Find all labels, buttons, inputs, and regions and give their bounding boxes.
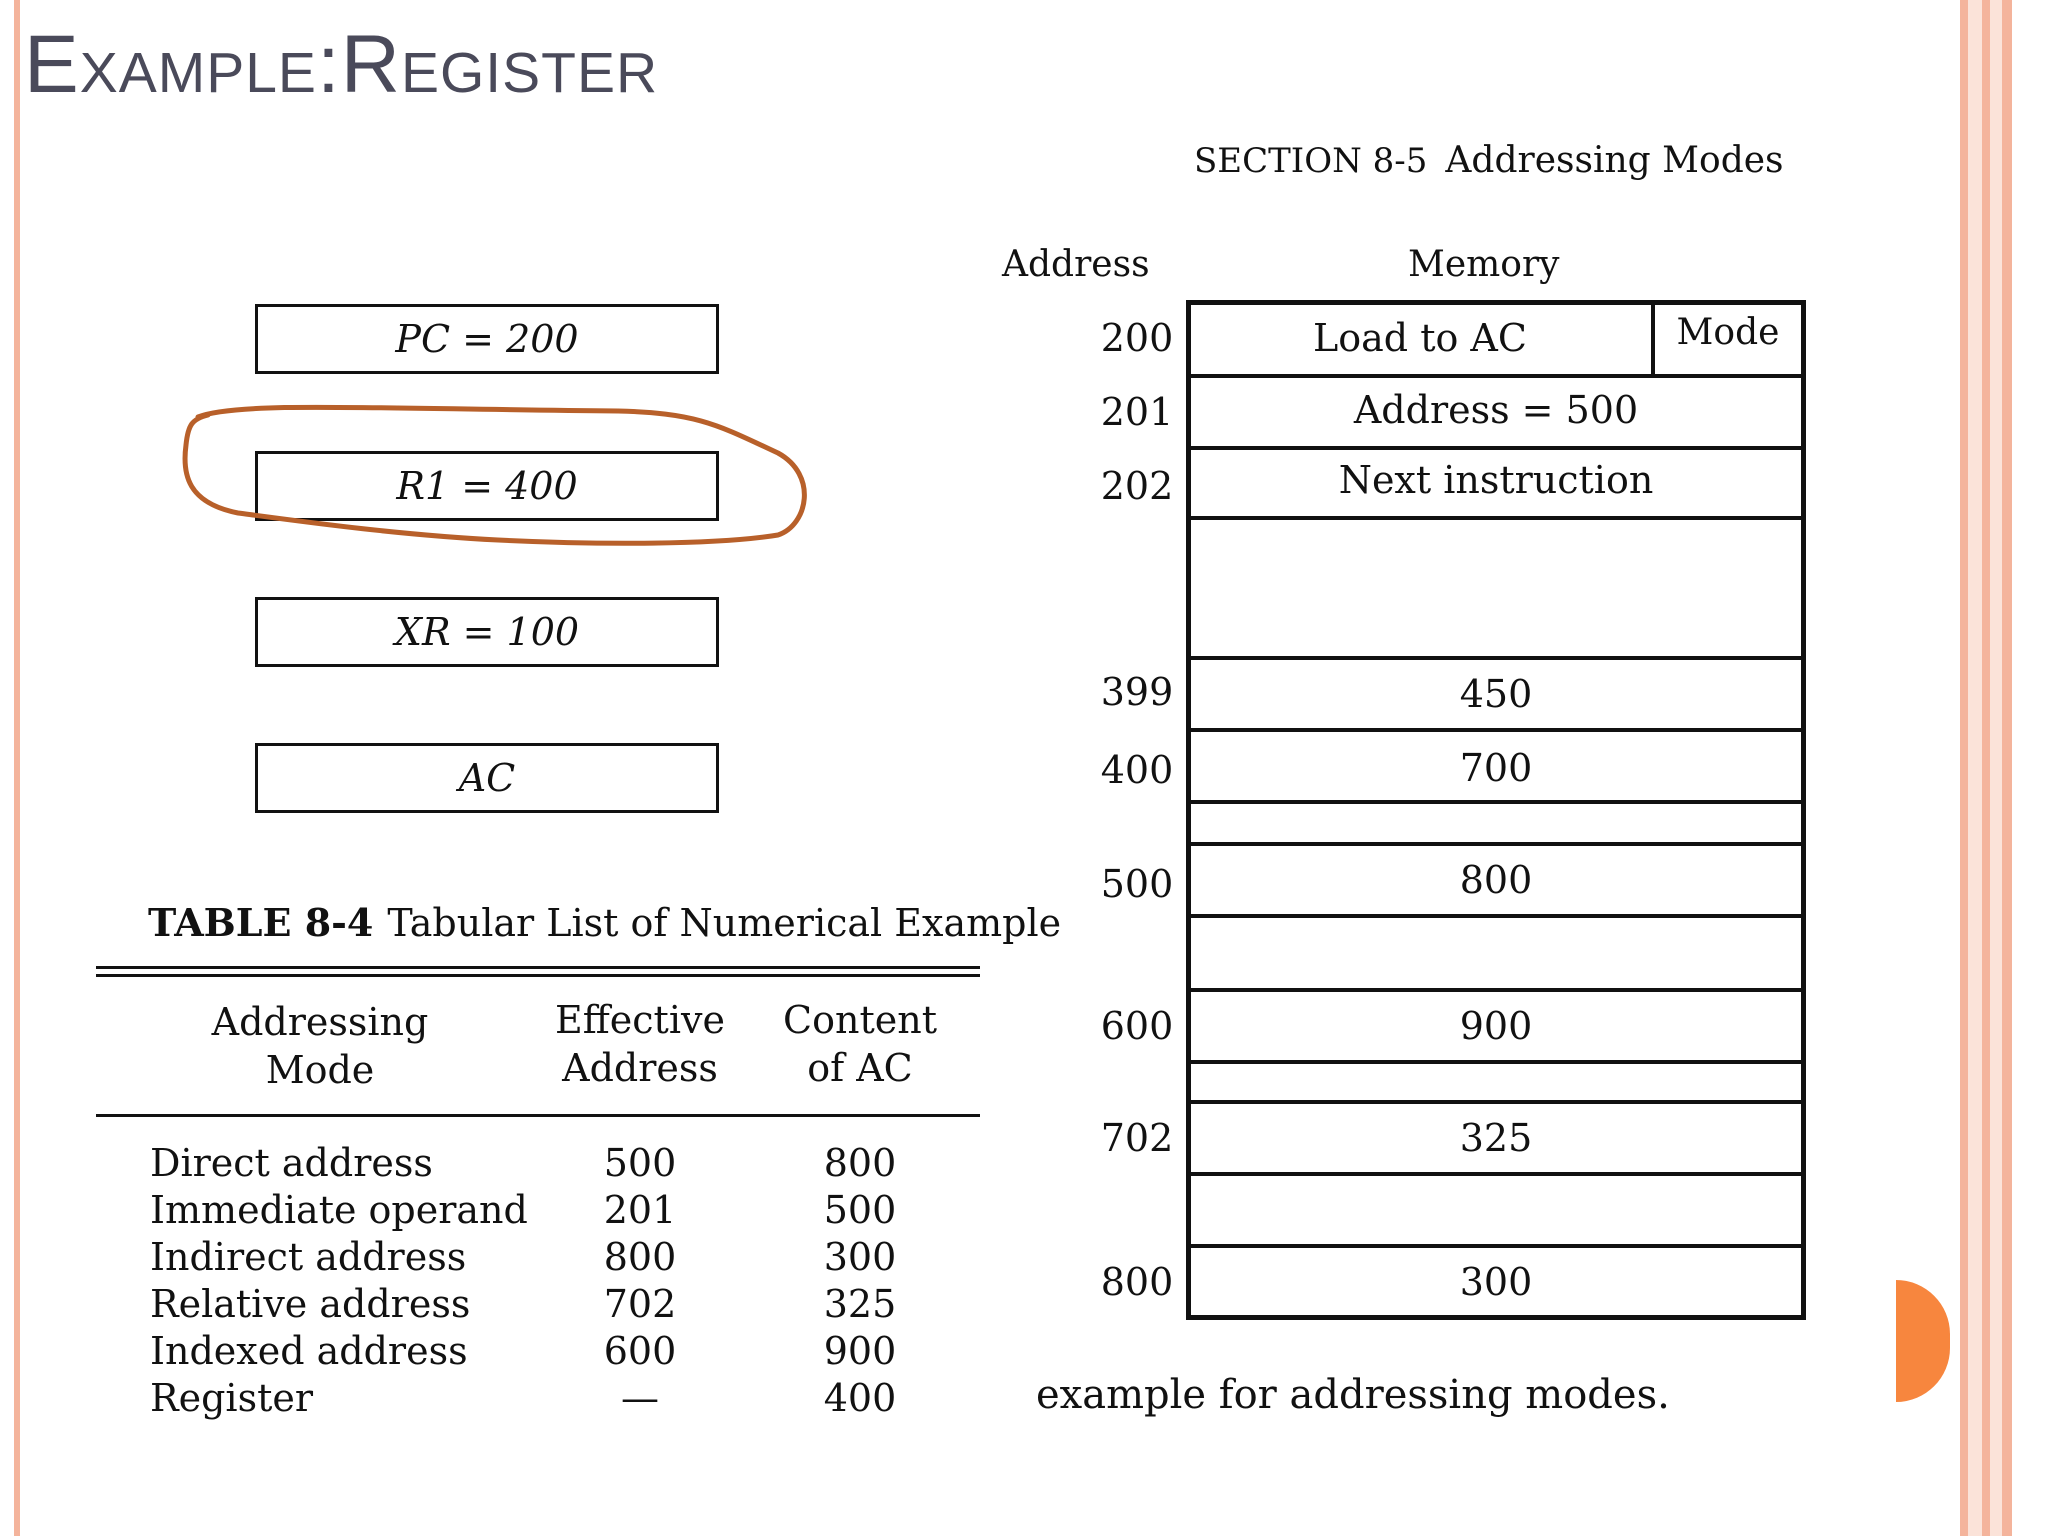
slide-border-right-line-2 (2002, 0, 2012, 1536)
column-header-mode-line: Mode (265, 1048, 375, 1092)
table-cell-ac: 325 (823, 1282, 897, 1326)
table-cell-mode: Immediate operand (150, 1188, 528, 1232)
memory-word: 800 (1459, 858, 1533, 902)
table-cell-ac: 400 (823, 1376, 897, 1420)
column-header-ac-line: Content (783, 998, 937, 1042)
memory-divider (1186, 800, 1806, 804)
memory-address: 201 (1100, 390, 1174, 434)
table-cell-mode: Register (150, 1376, 314, 1420)
memory-divider (1186, 1060, 1806, 1064)
memory-address: 702 (1100, 1116, 1174, 1160)
section-heading (1194, 140, 1784, 181)
memory-divider (1186, 656, 1806, 660)
r1-register: R1 = 400 (255, 451, 719, 521)
memory-address: 399 (1100, 670, 1174, 714)
table-cell-ac: 300 (823, 1235, 897, 1279)
table-cell-ac: 800 (823, 1141, 897, 1185)
table-rule-top (96, 974, 980, 977)
table-number: TABLE 8-4 (148, 900, 374, 945)
memory-block (1186, 300, 1806, 1320)
memory-divider (1186, 914, 1806, 918)
memory-divider (1186, 516, 1806, 520)
pc-register: PC = 200 (255, 304, 719, 374)
memory-word: 450 (1459, 672, 1533, 716)
table-cell-ea: 702 (603, 1282, 677, 1326)
column-header-mode-line: Addressing (211, 1000, 429, 1044)
memory-address: 202 (1100, 464, 1174, 508)
slide-border-right (1960, 0, 1968, 1536)
address-column-header: Address (1002, 244, 1150, 285)
section-number: SECTION 8-5 (1194, 141, 1428, 181)
memory-word: 900 (1459, 1004, 1533, 1048)
memory-divider (1186, 1100, 1806, 1104)
memory-address: 200 (1100, 316, 1174, 360)
memory-divider (1186, 1244, 1806, 1248)
slide-border-right-band-2 (1990, 0, 2002, 1536)
table-cell-ea: — (621, 1376, 659, 1420)
slide-nav-tab[interactable] (1896, 1280, 1950, 1402)
memory-address: 600 (1100, 1004, 1174, 1048)
table-cell-mode: Indirect address (150, 1235, 467, 1279)
memory-column-header: Memory (1408, 244, 1560, 285)
memory-address: 800 (1100, 1260, 1174, 1304)
column-header-ac-line: of AC (807, 1046, 913, 1090)
table-cell-ea: 201 (603, 1188, 677, 1232)
memory-word: 325 (1459, 1116, 1533, 1160)
highlight-annotation (178, 395, 808, 555)
table-cell-mode: Indexed address (150, 1329, 468, 1373)
memory-divider (1186, 988, 1806, 992)
slide-border-left (14, 0, 20, 1536)
memory-divider (1186, 728, 1806, 732)
figure-caption: example for addressing modes. (1036, 1372, 1670, 1418)
memory-address: 500 (1100, 862, 1174, 906)
table-cell-ea: 800 (603, 1235, 677, 1279)
column-header-mode (200, 998, 440, 1094)
mode-field: Mode (1676, 312, 1780, 353)
memory-divider (1186, 446, 1806, 450)
table-rule-header (96, 1114, 980, 1117)
memory-word: 700 (1459, 746, 1533, 790)
section-title: Addressing Modes (1445, 140, 1784, 181)
table-rule-top (96, 966, 980, 969)
memory-word: Address = 500 (1353, 388, 1639, 432)
table-cell-ea: 500 (603, 1141, 677, 1185)
table-cell-mode: Relative address (150, 1282, 471, 1326)
table-cell-mode: Direct address (150, 1141, 433, 1185)
slide-border-right-band (1968, 0, 1982, 1536)
table-title (148, 900, 1061, 945)
column-header-content-ac (760, 996, 960, 1092)
table-cell-ea: 600 (603, 1329, 677, 1373)
table-cell-ac: 500 (823, 1188, 897, 1232)
slide-title: Example:Register (24, 19, 659, 110)
slide-border-right-line (1982, 0, 1990, 1536)
ac-register: AC (255, 743, 719, 813)
memory-divider (1186, 374, 1806, 378)
column-header-effective-address (540, 996, 740, 1092)
memory-word: Load to AC (1313, 316, 1527, 360)
table-cell-ac: 900 (823, 1329, 897, 1373)
column-header-ea-line: Effective (555, 998, 725, 1042)
memory-word: 300 (1459, 1260, 1533, 1304)
memory-divider (1186, 1172, 1806, 1176)
table-title-text: Tabular List of Numerical Example (387, 901, 1062, 945)
xr-register: XR = 100 (255, 597, 719, 667)
memory-address: 400 (1100, 748, 1174, 792)
memory-divider (1186, 842, 1806, 846)
memory-word: Next instruction (1338, 458, 1654, 502)
column-header-ea-line: Address (562, 1046, 718, 1090)
